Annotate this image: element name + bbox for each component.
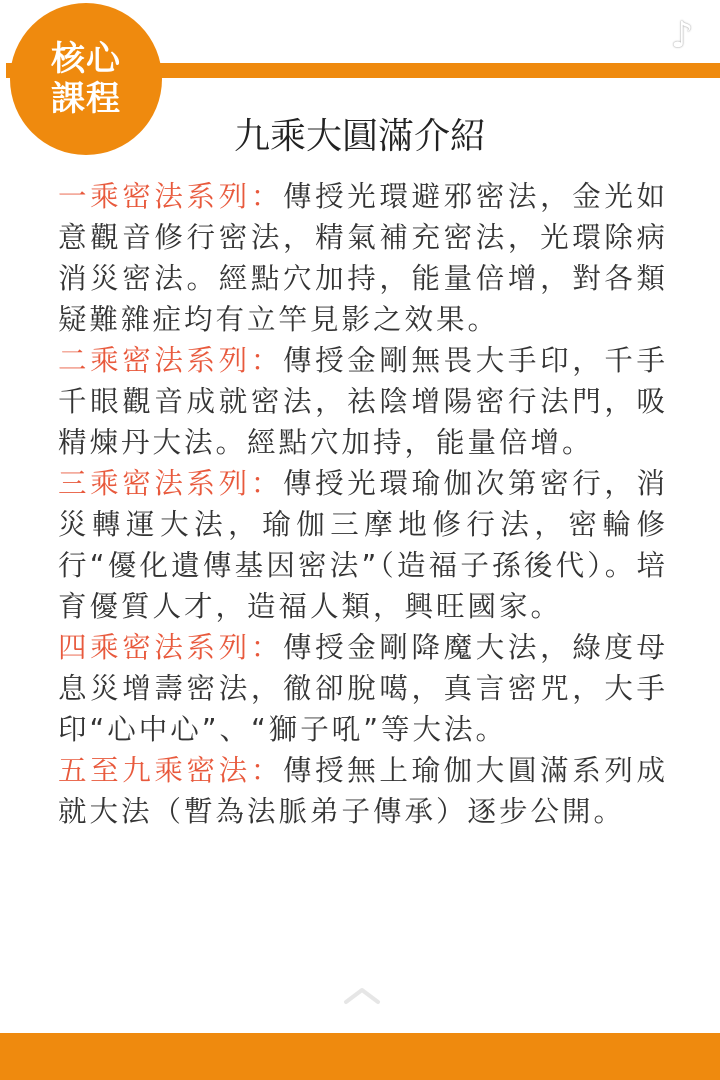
badge-line-2: 課程 bbox=[51, 79, 121, 119]
course-content bbox=[58, 176, 668, 832]
section-1 bbox=[58, 176, 668, 340]
section-body: 傳授金剛降魔大法，綠度母息災增壽密法，徹卻脫噶，真言密咒，大手印“心中心”、“獅子吼”等大法。 bbox=[58, 631, 668, 746]
section-body: 傳授金剛無畏大手印，千手千眼觀音成就密法，祛陰增陽密行法門，吸精煉丹大法。經點穴加持，能量倍增。 bbox=[58, 344, 668, 459]
section-body: 傳授無上瑜伽大圓滿系列成就大法（暫為法脈弟子傳承）逐步公開。 bbox=[58, 754, 668, 828]
section-heading: 五至九乘密法： bbox=[58, 754, 283, 787]
section-body: 傳授光環瑜伽次第密行，消災轉運大法，瑜伽三摩地修行法，密輪修行“優化遺傳基因密法”（造福子孫後代）。培育優質人才，造福人類，興旺國家。 bbox=[58, 467, 668, 623]
section-heading: 二乘密法系列： bbox=[58, 344, 283, 377]
music-note-icon[interactable]: ♪ bbox=[670, 15, 694, 56]
bottom-bar bbox=[0, 1033, 720, 1080]
section-heading: 三乘密法系列： bbox=[58, 467, 283, 500]
section-3 bbox=[58, 463, 668, 627]
chevron-up-icon[interactable] bbox=[342, 985, 382, 1005]
section-4 bbox=[58, 627, 668, 750]
page-title: 九乘大圓滿介紹 bbox=[233, 116, 486, 157]
section-2 bbox=[58, 340, 668, 463]
section-5 bbox=[58, 750, 668, 832]
section-body: 傳授光環避邪密法，金光如意觀音修行密法，精氣補充密法，光環除病消災密法。經點穴加持，能量倍增，對各類疑難雜症均有立竿見影之效果。 bbox=[58, 180, 668, 336]
section-heading: 四乘密法系列： bbox=[58, 631, 283, 664]
badge-line-1: 核心 bbox=[51, 39, 121, 79]
section-heading: 一乘密法系列： bbox=[58, 180, 283, 213]
